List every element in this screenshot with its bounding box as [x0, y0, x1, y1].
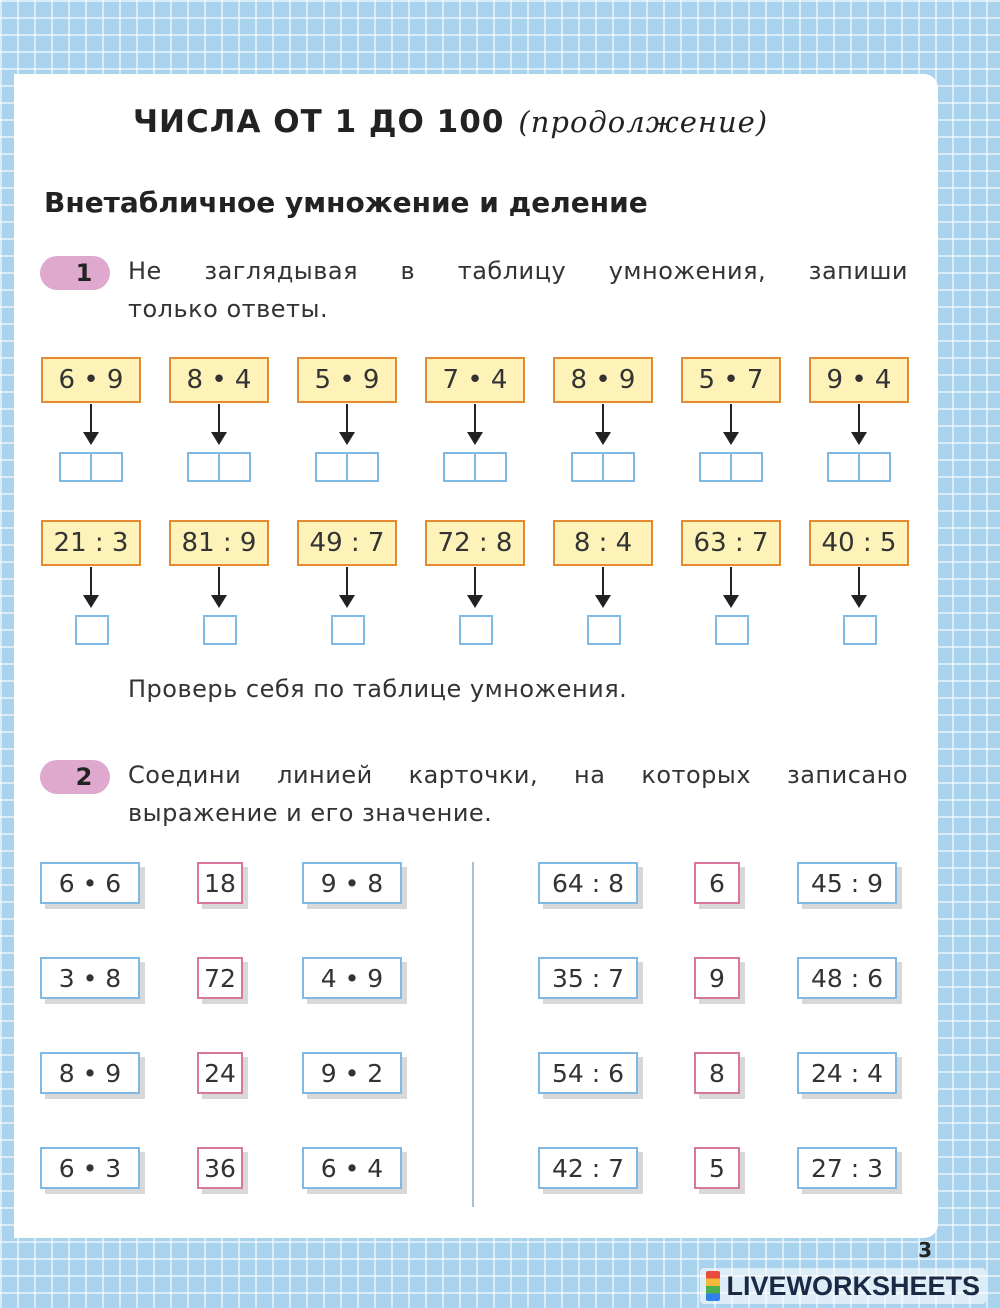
arrow-down-icon — [218, 404, 220, 434]
arrow-down-icon — [90, 567, 92, 597]
expression-card[interactable]: 6 • 4 — [302, 1147, 402, 1189]
value-card[interactable]: 5 — [694, 1147, 740, 1189]
expression-card[interactable]: 54 : 6 — [538, 1052, 638, 1094]
arrow-down-icon — [211, 432, 227, 445]
arrow-down-icon — [211, 595, 227, 608]
expression-card[interactable]: 3 • 8 — [40, 957, 140, 999]
value-card[interactable]: 6 — [694, 862, 740, 904]
arrow-down-icon — [730, 567, 732, 597]
expression-card: 49 : 7 — [297, 520, 397, 566]
answer-input[interactable] — [187, 452, 251, 482]
expression-card: 9 • 4 — [809, 357, 909, 403]
answer-input[interactable] — [443, 452, 507, 482]
answer-input[interactable] — [715, 615, 749, 645]
expression-card: 8 • 4 — [169, 357, 269, 403]
task-text: выражение и его значение. — [128, 799, 493, 827]
page-title: ЧИСЛА ОТ 1 ДО 100 (продолжение) — [133, 104, 769, 140]
check-instruction: Проверь себя по таблице умножения. — [128, 675, 628, 703]
arrow-down-icon — [595, 595, 611, 608]
value-card[interactable]: 9 — [694, 957, 740, 999]
arrow-down-icon — [723, 432, 739, 445]
arrow-down-icon — [730, 404, 732, 434]
answer-input[interactable] — [203, 615, 237, 645]
answer-input[interactable] — [315, 452, 379, 482]
answer-input[interactable] — [571, 452, 635, 482]
arrow-down-icon — [474, 404, 476, 434]
expression-card: 5 • 9 — [297, 357, 397, 403]
expression-card: 63 : 7 — [681, 520, 781, 566]
title-note: (продолжение) — [518, 105, 769, 139]
task-text: только ответы. — [128, 295, 329, 323]
answer-input[interactable] — [827, 452, 891, 482]
expression-card[interactable]: 4 • 9 — [302, 957, 402, 999]
arrow-down-icon — [602, 567, 604, 597]
expression-card: 8 : 4 — [553, 520, 653, 566]
expression-card: 7 • 4 — [425, 357, 525, 403]
arrow-down-icon — [467, 432, 483, 445]
arrow-down-icon — [83, 595, 99, 608]
answer-input[interactable] — [75, 615, 109, 645]
arrow-down-icon — [83, 432, 99, 445]
expression-card: 6 • 9 — [41, 357, 141, 403]
expression-card[interactable]: 27 : 3 — [797, 1147, 897, 1189]
value-card[interactable]: 36 — [197, 1147, 243, 1189]
arrow-down-icon — [339, 432, 355, 445]
arrow-down-icon — [467, 595, 483, 608]
task-text: Не заглядывая в таблицу умножения, запиши — [128, 257, 908, 285]
arrow-down-icon — [851, 595, 867, 608]
answer-input[interactable] — [331, 615, 365, 645]
section-title: Внетабличное умножение и деление — [44, 186, 648, 219]
value-card[interactable]: 8 — [694, 1052, 740, 1094]
arrow-down-icon — [346, 404, 348, 434]
expression-card[interactable]: 6 • 6 — [40, 862, 140, 904]
answer-input[interactable] — [587, 615, 621, 645]
answer-input[interactable] — [699, 452, 763, 482]
task-number-badge: 1 — [40, 256, 110, 290]
answer-input[interactable] — [59, 452, 123, 482]
brand-watermark — [700, 1268, 986, 1304]
page-number: 3 — [918, 1238, 932, 1262]
arrow-down-icon — [339, 595, 355, 608]
expression-card[interactable]: 45 : 9 — [797, 862, 897, 904]
expression-card[interactable]: 6 • 3 — [40, 1147, 140, 1189]
task-text: Соедини линией карточки, на которых записано — [128, 761, 908, 789]
expression-card: 81 : 9 — [169, 520, 269, 566]
arrow-down-icon — [474, 567, 476, 597]
value-card[interactable]: 72 — [197, 957, 243, 999]
column-divider — [472, 862, 474, 1207]
arrow-down-icon — [723, 595, 739, 608]
arrow-down-icon — [602, 404, 604, 434]
arrow-down-icon — [595, 432, 611, 445]
arrow-down-icon — [218, 567, 220, 597]
expression-card: 21 : 3 — [41, 520, 141, 566]
expression-card: 72 : 8 — [425, 520, 525, 566]
answer-input[interactable] — [459, 615, 493, 645]
answer-input[interactable] — [843, 615, 877, 645]
expression-card[interactable]: 8 • 9 — [40, 1052, 140, 1094]
task-number-badge: 2 — [40, 760, 110, 794]
expression-card[interactable]: 9 • 8 — [302, 862, 402, 904]
arrow-down-icon — [858, 567, 860, 597]
arrow-down-icon — [346, 567, 348, 597]
expression-card: 5 • 7 — [681, 357, 781, 403]
expression-card: 40 : 5 — [809, 520, 909, 566]
arrow-down-icon — [851, 432, 867, 445]
brand-text: LIVEWORKSHEETS — [726, 1270, 980, 1301]
expression-card[interactable]: 42 : 7 — [538, 1147, 638, 1189]
expression-card[interactable]: 9 • 2 — [302, 1052, 402, 1094]
liveworksheets-logo-icon — [706, 1271, 720, 1301]
expression-card[interactable]: 48 : 6 — [797, 957, 897, 999]
value-card[interactable]: 18 — [197, 862, 243, 904]
expression-card[interactable]: 35 : 7 — [538, 957, 638, 999]
arrow-down-icon — [90, 404, 92, 434]
expression-card[interactable]: 24 : 4 — [797, 1052, 897, 1094]
expression-card: 8 • 9 — [553, 357, 653, 403]
expression-card[interactable]: 64 : 8 — [538, 862, 638, 904]
value-card[interactable]: 24 — [197, 1052, 243, 1094]
arrow-down-icon — [858, 404, 860, 434]
